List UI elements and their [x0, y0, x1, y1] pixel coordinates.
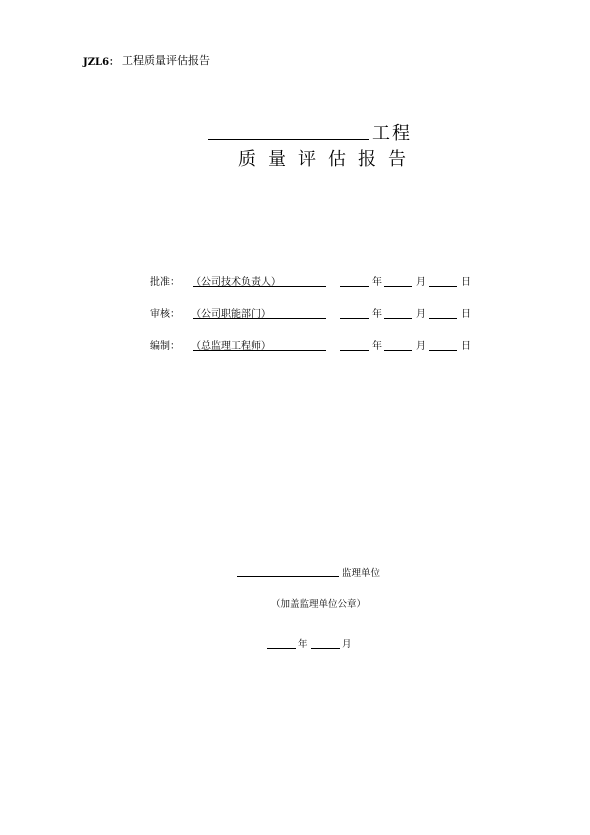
approve-month-label: 月	[416, 277, 426, 288]
review-label: 审核：	[150, 309, 180, 320]
seal-note: （加盖监理单位公章）	[271, 599, 367, 610]
review-day-blank	[429, 318, 457, 319]
approve-day-label: 日	[461, 277, 471, 288]
approve-signature-line	[193, 286, 326, 287]
review-signature-line	[193, 318, 326, 319]
project-suffix: 工程	[372, 123, 412, 144]
report-title: 质量评估报告	[238, 149, 418, 170]
review-role: （公司职能部门）	[191, 309, 271, 320]
supervision-unit-blank	[237, 576, 339, 577]
review-month-label: 月	[416, 309, 426, 320]
footer-year-label: 年	[298, 639, 308, 650]
prepare-day-label: 日	[461, 341, 471, 352]
review-year-blank	[340, 318, 369, 319]
review-year-label: 年	[372, 309, 382, 320]
approve-label: 批准：	[150, 277, 180, 288]
document-header-title: 工程质量评估报告	[122, 54, 210, 67]
prepare-year-blank	[340, 350, 369, 351]
footer-month-blank	[311, 648, 340, 649]
approve-day-blank	[429, 286, 457, 287]
supervision-unit-label: 监理单位	[342, 568, 381, 579]
prepare-signature-line	[193, 350, 326, 351]
approve-year-label: 年	[372, 277, 382, 288]
prepare-day-blank	[429, 350, 457, 351]
prepare-label: 编制：	[150, 341, 180, 352]
approve-month-blank	[384, 286, 412, 287]
prepare-month-blank	[384, 350, 412, 351]
prepare-year-label: 年	[372, 341, 382, 352]
document-code: JZL6：	[83, 57, 120, 68]
approve-year-blank	[340, 286, 369, 287]
prepare-month-label: 月	[416, 341, 426, 352]
footer-month-label: 月	[342, 639, 352, 650]
review-month-blank	[384, 318, 412, 319]
review-day-label: 日	[461, 309, 471, 320]
prepare-role: （总监理工程师）	[191, 341, 271, 352]
approve-role: （公司技术负责人）	[191, 277, 281, 288]
footer-year-blank	[267, 648, 296, 649]
project-name-blank	[208, 139, 369, 140]
